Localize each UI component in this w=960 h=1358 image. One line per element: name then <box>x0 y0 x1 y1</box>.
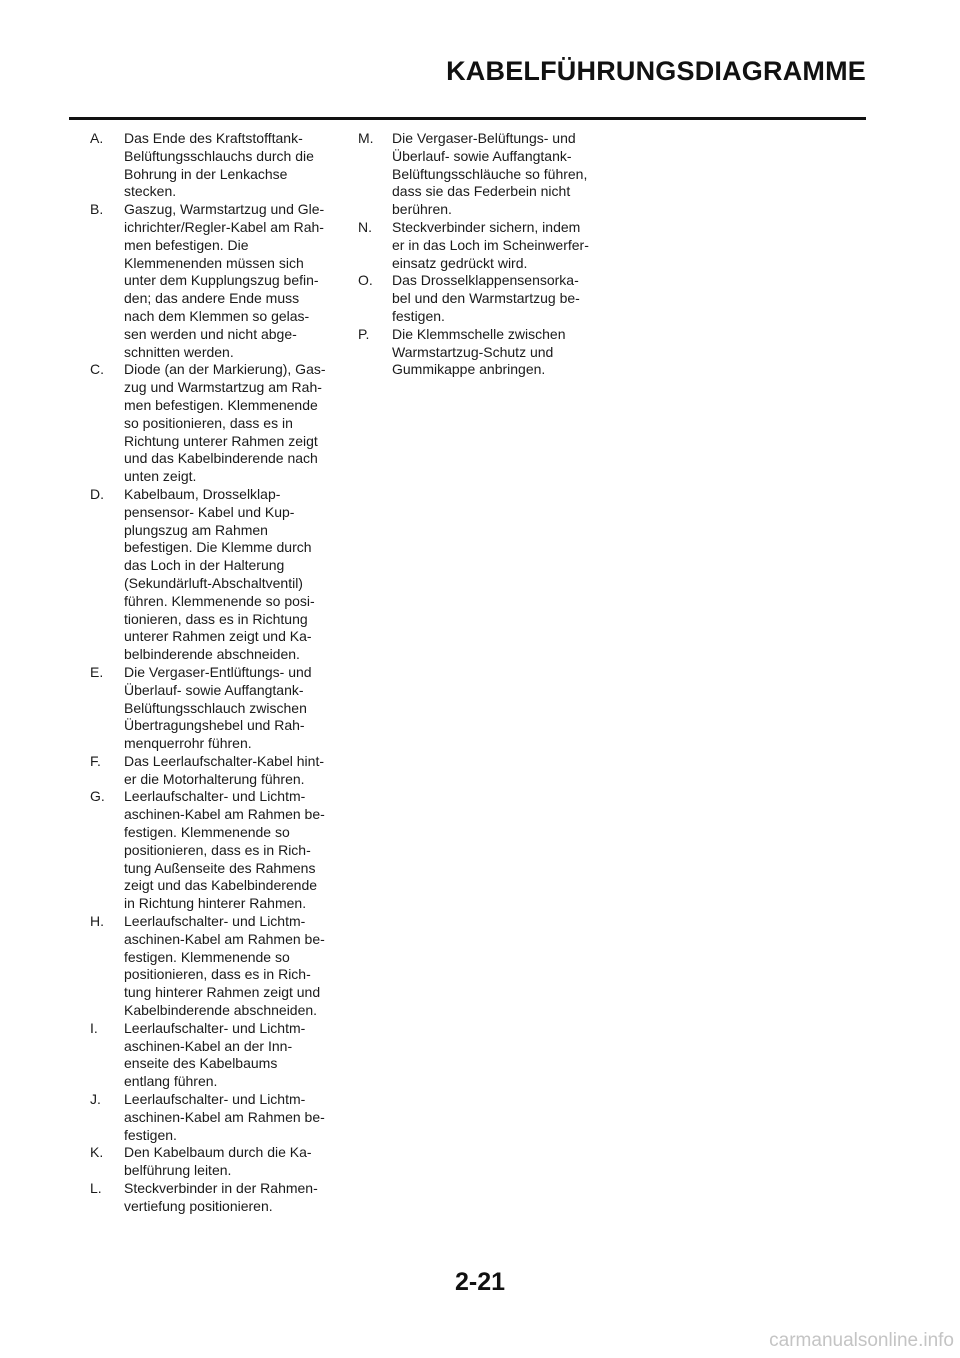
list-item <box>90 1180 362 1216</box>
item-text: Leerlaufschalter- und Lichtm- aschinen-Kabel am Rahmen be- festigen. <box>124 1091 325 1143</box>
list-item <box>90 664 362 753</box>
item-text: Diode (an der Markierung), Gas- zug und Warmstartzug am Rah- men befestigen. Klemmenende so positionieren, dass es in Richtung unterer Rahmen zeigt und das Kabelbinderende nach unten zeigt. <box>124 361 326 485</box>
item-text: Steckverbinder in der Rahmen- vertiefung positionieren. <box>124 1180 318 1214</box>
item-text: Steckverbinder sichern, indem er in das Loch im Scheinwerfer- einsatz gedrückt wird. <box>392 218 589 271</box>
item-text: Die Klemmschelle zwischen Warmstartzug-Schutz und Gummikappe anbringen. <box>392 325 566 378</box>
list-item <box>90 486 362 664</box>
item-letter: O. <box>358 272 373 289</box>
item-text: Leerlaufschalter- und Lichtm- aschinen-Kabel am Rahmen be- festigen. Klemmenende so positionieren, dass es in Rich- tung hinterer Rahmen zeigt und Kabelbinderende abschneiden. <box>124 913 325 1019</box>
item-letter: D. <box>90 485 104 502</box>
item-letter: H. <box>90 913 104 930</box>
item-letter: J. <box>90 1091 101 1108</box>
item-letter: P. <box>358 325 370 342</box>
item-letter: C. <box>90 361 104 378</box>
page-title: KABELFÜHRUNGSDIAGRAMME <box>446 56 866 86</box>
right-column <box>358 130 618 379</box>
item-letter: A. <box>90 130 104 146</box>
item-letter: K. <box>90 1144 104 1161</box>
list-item <box>90 1020 362 1091</box>
item-letter: L. <box>90 1180 102 1197</box>
item-text: Die Vergaser-Belüftungs- und Überlauf- sowie Auffangtank- Belüftungsschläuche so führen, dass sie das Federbein nicht berühren. <box>392 130 588 218</box>
list-item <box>90 130 362 201</box>
item-text: Das Drosselklappensensorka- bel und den Warmstartzug be- festigen. <box>392 272 580 324</box>
item-text: Leerlaufschalter- und Lichtm- aschinen-Kabel am Rahmen be- festigen. Klemmenende so positionieren, dass es in Rich- tung Außenseite des Rahmens zeigt und das Kabelbinderende in Richtung hinterer Rahmen. <box>124 788 325 912</box>
list-item <box>90 1091 362 1144</box>
list-item <box>358 326 618 379</box>
item-letter: G. <box>90 788 105 805</box>
list-item <box>90 1144 362 1180</box>
item-text: Das Leerlaufschalter-Kabel hint- er die Motorhalterung führen. <box>124 752 324 787</box>
item-letter: F. <box>90 752 101 769</box>
item-text: Leerlaufschalter- und Lichtm- aschinen-Kabel an der Inn- enseite des Kabelbaums entlang führen. <box>124 1019 306 1090</box>
page-number: 2-21 <box>454 1268 506 1296</box>
item-text: Den Kabelbaum durch die Ka- belführung leiten. <box>124 1144 312 1179</box>
item-letter: N. <box>358 218 372 235</box>
list-item <box>90 788 362 913</box>
left-column <box>90 130 362 1216</box>
item-text: Kabelbaum, Drosselklap- pensensor- Kabel und Kup- plungszug am Rahmen befestigen. Die Klemme durch das Loch in der Halterung (Sekundärluft-Abschaltventil) führen. Klemmenende so posi- tionieren, dass es in Richtung unterer Rahmen zeigt und Ka- belbinderende abschneiden. <box>124 485 315 663</box>
item-text: Die Vergaser-Entlüftungs- und Überlauf- sowie Auffangtank- Belüftungsschlauch zwischen Übertragungshebel und Rah- menquerrohr führen. <box>124 663 312 752</box>
header-divider <box>69 117 866 120</box>
list-item <box>358 219 618 272</box>
item-text: Das Ende des Kraftstofftank- Belüftungsschlauchs durch die Bohrung in der Lenkachse stecken. <box>124 130 314 200</box>
item-letter: E. <box>90 663 104 680</box>
item-letter: I. <box>90 1019 98 1036</box>
list-item <box>358 130 618 219</box>
list-item <box>90 913 362 1020</box>
list-item <box>358 272 618 325</box>
list-item <box>90 361 362 486</box>
item-letter: B. <box>90 201 104 218</box>
item-text: Gaszug, Warmstartzug und Gle- ichrichter/Regler-Kabel am Rah- men befestigen. Die Klemmenenden müssen sich unter dem Kupplungszug befin- den; das andere Ende muss nach dem Klemmen so gelas- sen werden und nicht abge- schnitten werden. <box>124 201 325 360</box>
watermark: carmanualsonline.info <box>769 1330 954 1351</box>
item-letter: M. <box>358 130 374 146</box>
list-item <box>90 753 362 789</box>
list-item <box>90 201 362 361</box>
